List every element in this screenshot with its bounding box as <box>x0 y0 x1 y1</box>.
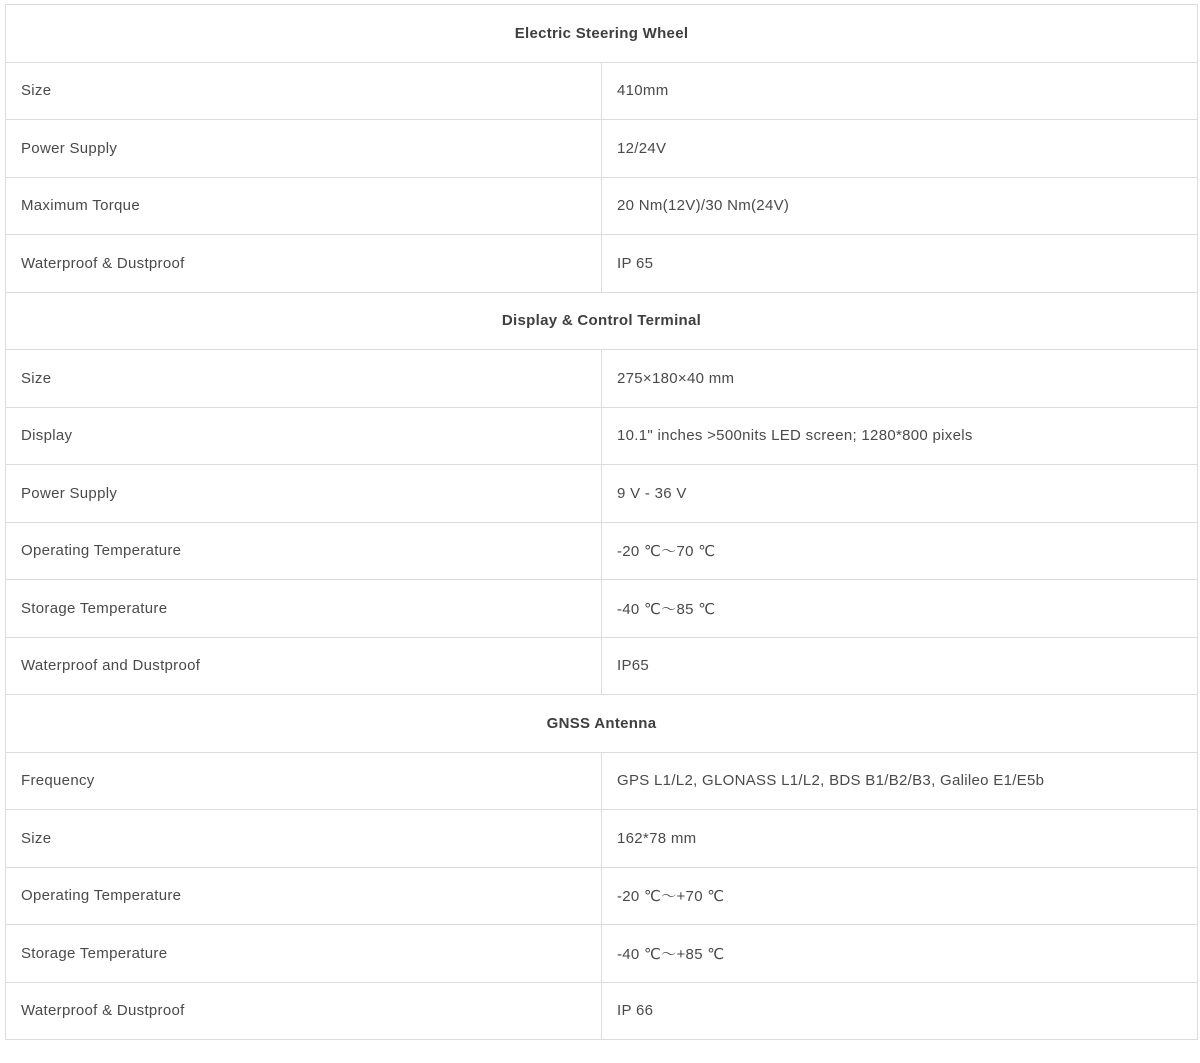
spec-value: GPS L1/L2, GLONASS L1/L2, BDS B1/B2/B3, Galileo E1/E5b <box>602 752 1198 810</box>
table-row <box>6 580 1198 638</box>
table-row <box>6 350 1198 408</box>
spec-label: Waterproof & Dustproof <box>6 235 602 293</box>
spec-value: IP 65 <box>602 235 1198 293</box>
spec-value: 9 V - 36 V <box>602 465 1198 523</box>
table-row <box>6 867 1198 925</box>
spec-label: Size <box>6 350 602 408</box>
section-title: Display & Control Terminal <box>6 292 1198 350</box>
spec-value: -20 ℃～+70 ℃ <box>602 867 1198 925</box>
section-header-row <box>6 292 1198 350</box>
spec-label: Storage Temperature <box>6 925 602 983</box>
table-row <box>6 120 1198 178</box>
spec-label: Power Supply <box>6 465 602 523</box>
spec-value: 410mm <box>602 62 1198 120</box>
spec-value: IP 66 <box>602 982 1198 1040</box>
spec-value: -40 ℃～+85 ℃ <box>602 925 1198 983</box>
table-row <box>6 982 1198 1040</box>
table-row <box>6 465 1198 523</box>
spec-label: Operating Temperature <box>6 867 602 925</box>
spec-label: Storage Temperature <box>6 580 602 638</box>
spec-value: -20 ℃～70 ℃ <box>602 522 1198 580</box>
table-row <box>6 925 1198 983</box>
section-title: Electric Steering Wheel <box>6 5 1198 63</box>
spec-label: Size <box>6 810 602 868</box>
spec-table <box>5 4 1198 1040</box>
spec-label: Operating Temperature <box>6 522 602 580</box>
spec-value: 162*78 mm <box>602 810 1198 868</box>
spec-table-body <box>6 5 1198 1040</box>
spec-label: Size <box>6 62 602 120</box>
table-row <box>6 752 1198 810</box>
table-row <box>6 407 1198 465</box>
spec-value: 275×180×40 mm <box>602 350 1198 408</box>
spec-value: IP65 <box>602 637 1198 695</box>
section-title: GNSS Antenna <box>6 695 1198 753</box>
spec-value: 12/24V <box>602 120 1198 178</box>
table-row <box>6 62 1198 120</box>
spec-label: Display <box>6 407 602 465</box>
spec-label: Maximum Torque <box>6 177 602 235</box>
spec-value: -40 ℃～85 ℃ <box>602 580 1198 638</box>
table-row <box>6 810 1198 868</box>
spec-label: Waterproof & Dustproof <box>6 982 602 1040</box>
spec-label: Frequency <box>6 752 602 810</box>
table-row <box>6 637 1198 695</box>
section-header-row <box>6 5 1198 63</box>
table-row <box>6 235 1198 293</box>
spec-value: 20 Nm(12V)/30 Nm(24V) <box>602 177 1198 235</box>
section-header-row <box>6 695 1198 753</box>
table-row <box>6 177 1198 235</box>
spec-label: Power Supply <box>6 120 602 178</box>
table-row <box>6 522 1198 580</box>
spec-value: 10.1" inches >500nits LED screen; 1280*800 pixels <box>602 407 1198 465</box>
spec-label: Waterproof and Dustproof <box>6 637 602 695</box>
